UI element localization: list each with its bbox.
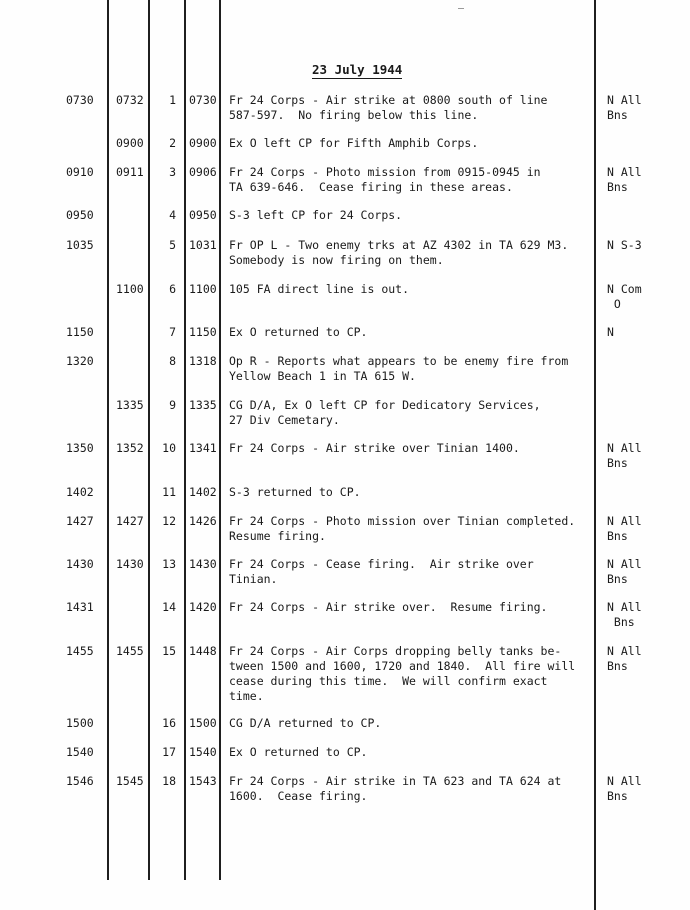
entry-number: 2	[169, 136, 176, 150]
time-in-cell: 0730	[66, 93, 94, 107]
entry-number: 17	[162, 745, 176, 759]
column-rule	[107, 0, 109, 880]
message-text: Fr 24 Corps - Cease firing. Air strike over Tinian.	[229, 557, 534, 586]
action-taken: N All Bns	[607, 165, 642, 194]
time-out-cell: 0732	[116, 93, 144, 107]
paper-speck	[458, 8, 464, 9]
message-text: Fr 24 Corps - Air strike over Tinian 1400.	[229, 441, 520, 455]
message-time: 1420	[189, 600, 217, 614]
time-out-cell: 1352	[116, 441, 144, 455]
entry-number: 12	[162, 514, 176, 528]
time-out-cell: 1455	[116, 644, 144, 658]
action-taken: N All Bns	[607, 774, 642, 803]
entry-number: 13	[162, 557, 176, 571]
message-text: Fr 24 Corps - Photo mission over Tinian completed. Resume firing.	[229, 514, 576, 543]
time-out-cell: 1427	[116, 514, 144, 528]
journal-date: 23 July 1944	[312, 62, 403, 77]
message-text: CG D/A, Ex O left CP for Dedicatory Services, 27 Div Cemetary.	[229, 398, 541, 427]
entry-number: 3	[169, 165, 176, 179]
message-time: 1426	[189, 514, 217, 528]
message-time: 1031	[189, 238, 217, 252]
message-time: 1150	[189, 325, 217, 339]
message-time: 1543	[189, 774, 217, 788]
action-taken: N S-3	[607, 238, 642, 252]
entry-number: 18	[162, 774, 176, 788]
action-taken: N All Bns	[607, 557, 642, 586]
time-in-cell: 1035	[66, 238, 94, 252]
message-text: Fr 24 Corps - Air strike over. Resume firing.	[229, 600, 548, 614]
entry-number: 4	[169, 208, 176, 222]
message-text: S-3 returned to CP.	[229, 485, 361, 499]
message-text: 105 FA direct line is out.	[229, 282, 410, 296]
time-out-cell: 1545	[116, 774, 144, 788]
time-in-cell: 1540	[66, 745, 94, 759]
time-in-cell: 1320	[66, 354, 94, 368]
action-taken: N	[607, 325, 614, 339]
time-in-cell: 0910	[66, 165, 94, 179]
message-time: 1448	[189, 644, 217, 658]
time-out-cell: 1100	[116, 282, 144, 296]
entry-number: 6	[169, 282, 176, 296]
time-in-cell: 1455	[66, 644, 94, 658]
entry-number: 10	[162, 441, 176, 455]
message-time: 1100	[189, 282, 217, 296]
entry-number: 14	[162, 600, 176, 614]
time-in-cell: 1546	[66, 774, 94, 788]
message-time: 0900	[189, 136, 217, 150]
message-text: Ex O returned to CP.	[229, 745, 368, 759]
action-taken: N All Bns	[607, 514, 642, 543]
message-text: Ex O left CP for Fifth Amphib Corps.	[229, 136, 479, 150]
time-in-cell: 1500	[66, 716, 94, 730]
message-time: 0730	[189, 93, 217, 107]
time-in-cell: 1150	[66, 325, 94, 339]
entry-number: 1	[169, 93, 176, 107]
action-taken: N All Bns	[607, 441, 642, 470]
message-text: Op R - Reports what appears to be enemy fire from Yellow Beach 1 in TA 615 W.	[229, 354, 569, 383]
action-taken: N Com O	[607, 282, 642, 311]
action-taken: N All Bns	[607, 644, 642, 673]
time-out-cell: 1335	[116, 398, 144, 412]
time-in-cell: 1350	[66, 441, 94, 455]
message-text: Fr 24 Corps - Air Corps dropping belly tanks be- tween 1500 and 1600, 1720 and 1840. All fire will cease during this time. We will confirm exact time.	[229, 644, 576, 703]
message-time: 1500	[189, 716, 217, 730]
message-text: Fr 24 Corps - Air strike at 0800 south of line 587-597. No firing below this line.	[229, 93, 548, 122]
entry-number: 8	[169, 354, 176, 368]
message-text: S-3 left CP for 24 Corps.	[229, 208, 403, 222]
message-text: Fr 24 Corps - Photo mission from 0915-0945 in TA 639-646. Cease firing in these areas.	[229, 165, 541, 194]
message-time: 1402	[189, 485, 217, 499]
time-in-cell: 1430	[66, 557, 94, 571]
message-text: CG D/A returned to CP.	[229, 716, 382, 730]
entry-number: 11	[162, 485, 176, 499]
message-time: 0906	[189, 165, 217, 179]
time-in-cell: 0950	[66, 208, 94, 222]
time-in-cell: 1431	[66, 600, 94, 614]
message-time: 1318	[189, 354, 217, 368]
time-out-cell: 1430	[116, 557, 144, 571]
time-in-cell: 1402	[66, 485, 94, 499]
entry-number: 5	[169, 238, 176, 252]
message-time: 0950	[189, 208, 217, 222]
message-text: Ex O returned to CP.	[229, 325, 368, 339]
column-rule	[594, 0, 596, 910]
time-out-cell: 0911	[116, 165, 144, 179]
action-taken: N All Bns	[607, 600, 642, 629]
time-in-cell: 1427	[66, 514, 94, 528]
message-time: 1341	[189, 441, 217, 455]
entry-number: 9	[169, 398, 176, 412]
entry-number: 16	[162, 716, 176, 730]
entry-number: 7	[169, 325, 176, 339]
action-taken: N All Bns	[607, 93, 642, 122]
time-out-cell: 0900	[116, 136, 144, 150]
message-time: 1430	[189, 557, 217, 571]
entry-number: 15	[162, 644, 176, 658]
column-rule	[219, 0, 221, 880]
message-text: Fr 24 Corps - Air strike in TA 623 and TA 624 at 1600. Cease firing.	[229, 774, 562, 803]
message-time: 1335	[189, 398, 217, 412]
message-text: Fr OP L - Two enemy trks at AZ 4302 in TA 629 M3. Somebody is now firing on them.	[229, 238, 569, 267]
column-rule	[184, 0, 186, 880]
message-time: 1540	[189, 745, 217, 759]
